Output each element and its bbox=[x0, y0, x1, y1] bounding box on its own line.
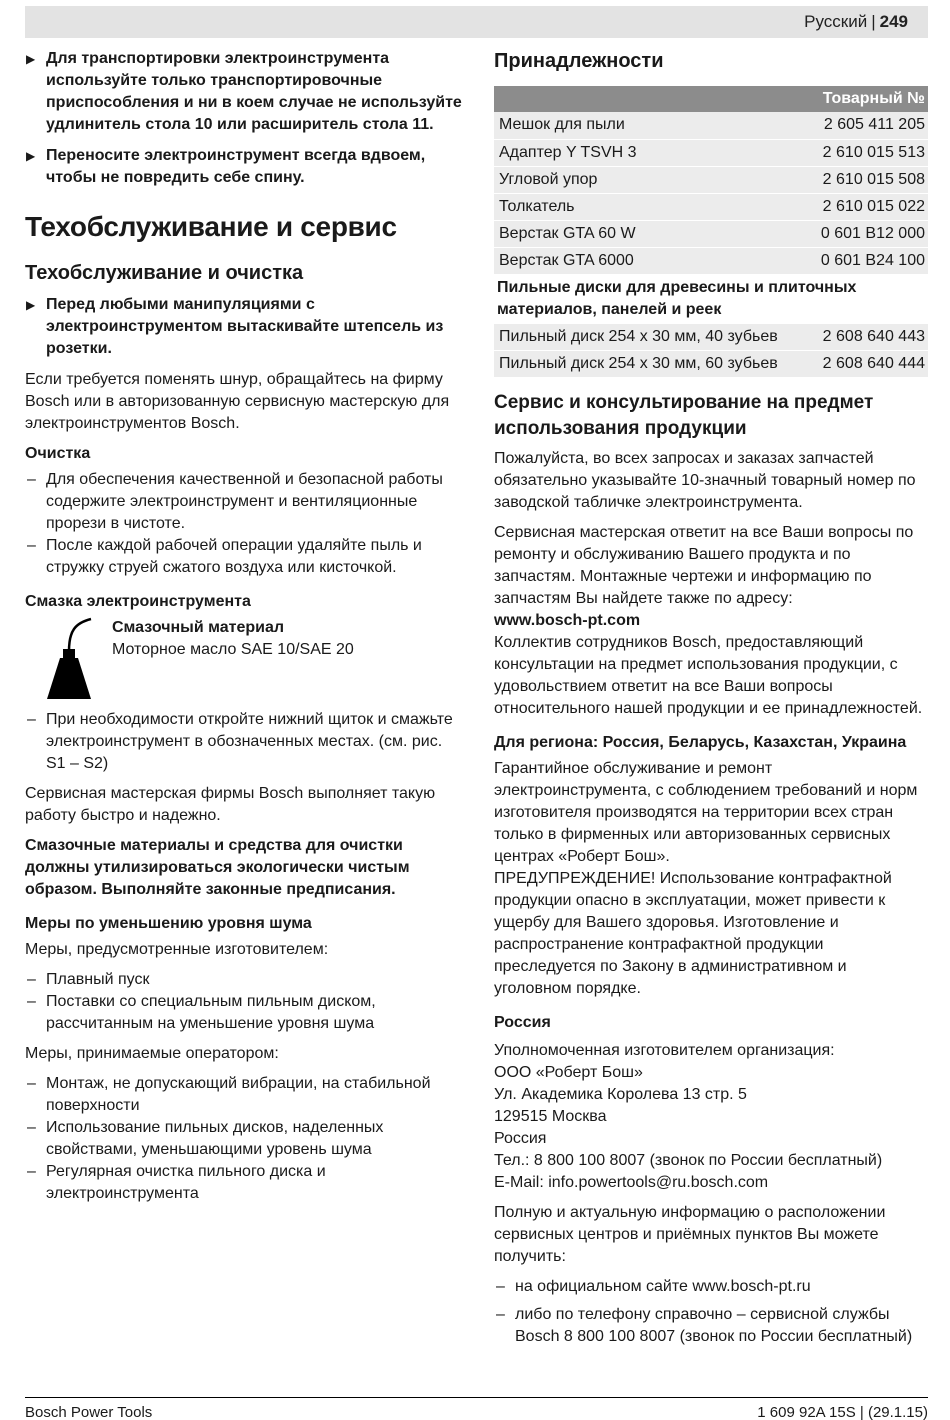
maintenance-heading: Техобслуживание и очистка bbox=[25, 262, 304, 284]
noise-operator-intro: Меры, принимаемые оператором: bbox=[25, 1045, 279, 1062]
item-name: Пильный диск 254 x 30 мм, 40 зубьев bbox=[494, 323, 784, 350]
table-row bbox=[494, 220, 928, 247]
address-line: 129515 Москва bbox=[494, 1107, 607, 1125]
cord-text: Если требуется поменять шнур, обращайтесь на фирму Bosch или в авторизованную сервисную мастерскую для электроинструментов Bosch. bbox=[25, 371, 450, 432]
operator-measures-list bbox=[25, 1073, 465, 1205]
accessories-heading: Принадлежности bbox=[494, 50, 664, 72]
item-number: 2 605 411 205 bbox=[784, 112, 928, 139]
blade-group-label: Пильные диски для древесины и плиточных материалов, панелей и реек bbox=[494, 274, 928, 323]
item-number: 0 601 B24 100 bbox=[784, 247, 928, 274]
footer-brand: Bosch Power Tools bbox=[25, 1404, 153, 1420]
item-name: Верстак GTA 60 W bbox=[494, 220, 784, 247]
table-header: Товарный № bbox=[494, 86, 928, 112]
disposal-warning: Смазочные материалы и средства для очистки должны утилизироваться экологически чистым образом. Выполняйте законные предписания. bbox=[25, 837, 410, 898]
footer-divider bbox=[25, 1397, 928, 1398]
table-row bbox=[494, 323, 928, 350]
table-row bbox=[494, 247, 928, 274]
right-column bbox=[494, 48, 928, 1356]
item-name: Мешок для пыли bbox=[494, 112, 784, 139]
address-line: ООО «Роберт Бош» bbox=[494, 1063, 643, 1081]
table-row bbox=[494, 112, 928, 139]
lubricant-block bbox=[25, 617, 465, 709]
table-row bbox=[494, 193, 928, 220]
item-name: Адаптер Y TSVH 3 bbox=[494, 139, 784, 166]
noise-heading: Меры по уменьшению уровня шума bbox=[25, 915, 312, 932]
footer-doc-id: 1 609 92A 15S | (29.1.15) bbox=[757, 1404, 928, 1420]
header-text: Русский | 249 bbox=[804, 12, 908, 31]
lubricant-text bbox=[112, 617, 354, 661]
list-item: – После каждой рабочей операции удаляйте пыль и стружку струей сжатого воздуха или кисточкой. bbox=[25, 535, 465, 579]
list-item: – При необходимости откройте нижний щиток и смажьте электроинструмент в обозначенных местах. (см. рис. S1 – S2) bbox=[25, 709, 465, 775]
page-header bbox=[25, 6, 928, 38]
service-text: Сервисная мастерская фирмы Bosch выполняет такую работу быстро и надежно. bbox=[25, 785, 436, 824]
service-url[interactable]: www.bosch-pt.com bbox=[494, 611, 641, 629]
item-name: Верстак GTA 6000 bbox=[494, 247, 784, 274]
oil-can-icon bbox=[39, 617, 97, 705]
list-item: – Плавный пуск bbox=[25, 969, 465, 991]
item-name: Толкатель bbox=[494, 193, 784, 220]
item-name: Угловой упор bbox=[494, 166, 784, 193]
main-heading: Техобслуживание и сервис bbox=[25, 211, 397, 242]
address-line: Россия bbox=[494, 1129, 547, 1147]
table-row bbox=[494, 139, 928, 166]
address-line: E-Mail: info.powertools@ru.bosch.com bbox=[494, 1173, 769, 1191]
russia-address bbox=[494, 1040, 928, 1194]
header-language: Русский bbox=[804, 12, 868, 31]
item-number: 2 610 015 513 bbox=[784, 139, 928, 166]
russia-info: Полную и актуальную информацию о расположении сервисных центров и приёмных пунктов Вы можете получить: bbox=[494, 1203, 886, 1265]
item-number: 2 610 015 508 bbox=[784, 166, 928, 193]
address-line: Ул. Академика Королева 13 стр. 5 bbox=[494, 1085, 747, 1103]
noise-manufacturer-intro: Меры, предусмотренные изготовителем: bbox=[25, 941, 329, 958]
address-line: Уполномоченная изготовителем организация: bbox=[494, 1041, 835, 1059]
table-group-row bbox=[494, 274, 928, 323]
page-number: 249 bbox=[879, 12, 908, 31]
service-p2: Сервисная мастерская ответит на все Ваши вопросы по ремонту и обслуживанию Вашего продукта и по запчастям. Монтажные чертежи и информацию по запчастям Вы найдете также по адресу: bbox=[494, 523, 914, 607]
region-heading: Для региона: Россия, Беларусь, Казахстан, Украина bbox=[494, 733, 907, 751]
left-column bbox=[25, 48, 465, 1213]
region-p1: Гарантийное обслуживание и ремонт электроинструмента, с соблюдением требований и норм изготовителя производятся на территории всех стран только в фирменных или авторизованных сервисных центрах «Роберт Бош». bbox=[494, 759, 918, 865]
lubrication-list bbox=[25, 709, 465, 775]
lubrication-heading: Смазка электроинструмента bbox=[25, 593, 251, 610]
item-number: 0 601 B12 000 bbox=[784, 220, 928, 247]
list-item: – на официальном сайте www.bosch-pt.ru bbox=[494, 1276, 928, 1298]
item-number: 2 608 640 444 bbox=[784, 350, 928, 377]
cleaning-list bbox=[25, 469, 465, 579]
list-item: – Монтаж, не допускающий вибрации, на стабильной поверхности bbox=[25, 1073, 465, 1117]
lubricant-value: Моторное масло SAE 10/SAE 20 bbox=[112, 641, 354, 658]
manufacturer-measures-list bbox=[25, 969, 465, 1035]
maintenance-warning: ▶ Перед любыми манипуляциями с электроинструментом вытаскивайте штепсель из розетки. bbox=[25, 294, 465, 360]
table-row bbox=[494, 350, 928, 377]
lubricant-title: Смазочный материал bbox=[112, 619, 285, 636]
item-number: 2 608 640 443 bbox=[784, 323, 928, 350]
address-line: Тел.: 8 800 100 8007 (звонок по России бесплатный) bbox=[494, 1151, 883, 1169]
service-p1: Пожалуйста, во всех запросах и заказах запчастей обязательно указывайте 10-значный товарный номер по заводской табличке электроинструмента. bbox=[494, 449, 916, 511]
list-item: – Поставки со специальным пильным диском, рассчитанным на уменьшение уровня шума bbox=[25, 991, 465, 1035]
transport-item-1: ▶ Для транспортировки электроинструмента используйте только транспортировочные приспособления и ни в коем случае не используйте удлинитель стола 10 или расширитель стола 11. bbox=[25, 48, 465, 136]
accessories-table bbox=[494, 86, 928, 378]
list-item: – Регулярная очистка пильного диска и электроинструмента bbox=[25, 1161, 465, 1205]
cleaning-heading: Очистка bbox=[25, 445, 91, 462]
transport-item-2: ▶ Переносите электроинструмент всегда вдвоем, чтобы не повредить себе спину. bbox=[25, 145, 465, 189]
list-item: – Для обеспечения качественной и безопасной работы содержите электроинструмент и вентиляционные прорези в чистоте. bbox=[25, 469, 465, 535]
russia-contact-list bbox=[494, 1276, 928, 1348]
service-p3: Коллектив сотрудников Bosch, предоставляющий консультации на предмет использования продукции, с удовольствием ответит на все Ваши вопросы относительного нашей продукции и ее принадлежностей. bbox=[494, 633, 923, 717]
list-item: – Использование пильных дисков, наделенных свойствами, уменьшающими уровень шума bbox=[25, 1117, 465, 1161]
item-name: Пильный диск 254 x 30 мм, 60 зубьев bbox=[494, 350, 784, 377]
item-number: 2 610 015 022 bbox=[784, 193, 928, 220]
service-heading: Сервис и консультирование на предмет использования продукции bbox=[494, 391, 874, 439]
region-p2: ПРЕДУПРЕЖДЕНИЕ! Использование контрафактной продукции опасно в эксплуатации, может привести к ущербу для Вашего здоровья. Изготовление и распространение контрафактной продукции преследуется по Закону в административном и уголовном порядке. bbox=[494, 869, 892, 997]
list-item: – либо по телефону справочно – сервисной службы Bosch 8 800 100 8007 (звонок по России бесплатный) bbox=[494, 1304, 928, 1348]
russia-heading: Россия bbox=[494, 1013, 551, 1031]
table-row bbox=[494, 166, 928, 193]
